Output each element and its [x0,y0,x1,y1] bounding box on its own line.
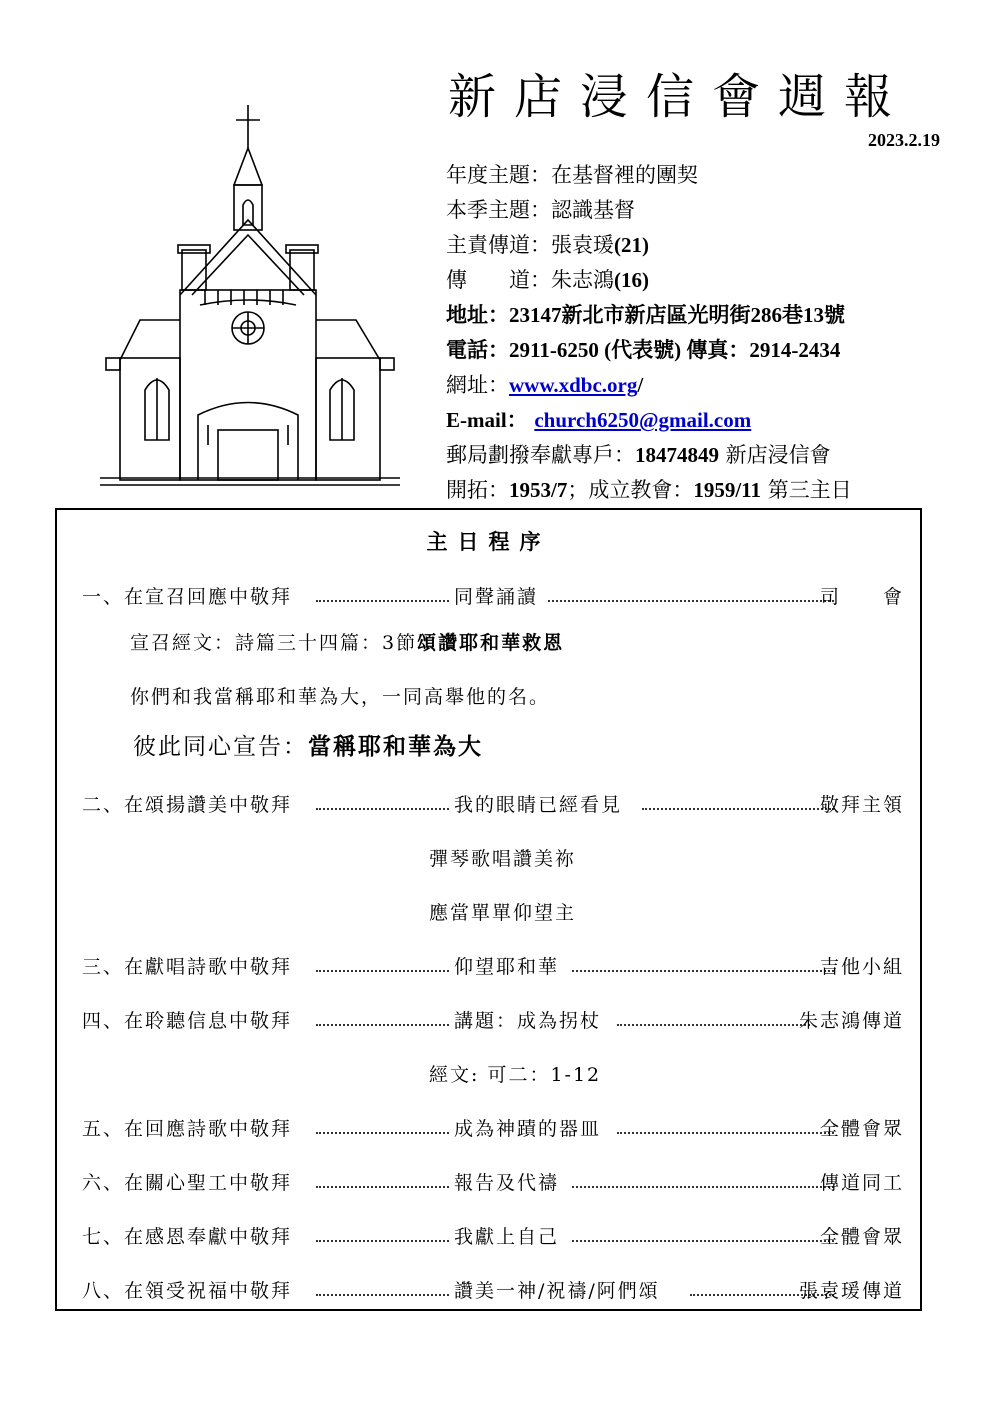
address-num1: 286 [750,303,782,327]
song-title: 應當單單仰望主 [429,902,577,924]
dot-leader [316,1006,449,1026]
dot-leader [316,790,449,810]
address-c: 號 [824,303,845,327]
dot-leader [642,790,834,810]
item-content: 仰望耶和華 [454,956,560,978]
info-season-theme [446,193,852,228]
bulletin-title: 新店浸信會週報 [448,69,911,125]
year-theme: 在基督裡的團契 [551,163,698,187]
item-content: 我的眼睛已經看見 [454,794,623,816]
item-content: 講題：成為拐杖 [454,1010,602,1032]
dot-leader [316,1168,449,1188]
call-verse-title: 頌讚耶和華救恩 [417,632,565,654]
dot-leader [548,582,834,602]
address-a: 新北市新店區光明街 [561,303,751,327]
phone: 2911-6250 (代表號) 傳真：2914-2434 [509,338,841,362]
scripture: 經文: 可二：1-12 [429,1064,602,1086]
declaration [133,728,483,761]
pastor-num: (21) [614,233,649,257]
call-verse-label: 宣召經文：詩篇三十四篇：3節 [130,632,418,654]
phone-label: 電話： [446,338,509,362]
program-box [55,508,922,1311]
church-illustration [100,100,400,490]
preacher-num: (16) [614,268,649,292]
item-role: 吉他小組 [819,956,904,978]
address-label: 地址： [446,303,509,327]
item-section: 六、在關心聖工中敬拜 [82,1172,293,1194]
item-content: 成為神蹟的器皿 [454,1118,602,1140]
item-section: 三、在獻唱詩歌中敬拜 [82,956,293,978]
item-role: 朱志鴻傳道 [798,1010,904,1032]
founded-label: 開拓： [446,478,509,502]
info-pastor [446,228,852,263]
church-info [446,158,852,508]
item-content: 讚美一神/祝禱/阿們頌 [454,1280,660,1302]
info-preacher [446,263,852,298]
year-theme-label: 年度主題： [446,163,551,187]
info-phone [446,333,852,368]
item-role: 司 會 [819,586,904,608]
sunday-label: 第三主日 [761,478,852,502]
preacher-name: 朱志鴻 [551,268,614,292]
info-year-theme [446,158,852,193]
info-founded [446,473,852,508]
email-link[interactable]: church6250@gmail.com [534,408,752,432]
postal-label: 郵局劃撥奉獻專戶： [446,443,635,467]
item-section: 七、在感恩奉獻中敬拜 [82,1226,293,1248]
item-section: 八、在領受祝福中敬拜 [82,1280,293,1302]
dot-leader [316,1276,449,1296]
declaration-label: 彼此同心宣告： [133,734,308,760]
bulletin-date: 2023.2.19 [868,130,940,150]
dot-leader [572,952,834,972]
item-section: 五、在回應詩歌中敬拜 [82,1118,293,1140]
song-title: 彈琴歌唱讚美祢 [429,848,577,870]
dot-leader [572,1168,834,1188]
info-address [446,298,852,333]
item-role: 全體會眾 [819,1118,904,1140]
postal-name: 新店浸信會 [719,443,831,467]
dot-leader [316,1114,449,1134]
item-content: 我獻上自己 [454,1226,560,1248]
item-section: 二、在頌揚讚美中敬拜 [82,794,293,816]
item-role: 傳道同工 [819,1172,904,1194]
item-content: 同聲誦讀 [454,586,539,608]
dot-leader [316,952,449,972]
address-b: 巷 [782,303,803,327]
dot-leader [617,1114,834,1134]
season-theme-label: 本季主題： [446,198,551,222]
founded: 1953/7 [509,478,568,502]
item-role: 張袁瑗傳道 [798,1280,904,1302]
item-role: 敬拜主領 [819,794,904,816]
item-section: 一、在宣召回應中敬拜 [82,586,293,608]
dot-leader [316,582,449,602]
item-section: 四、在聆聽信息中敬拜 [82,1010,293,1032]
pastor-name: 張袁瑗 [551,233,614,257]
call-verse-text: 你們和我當稱耶和華為大，一同高舉他的名。 [130,686,551,708]
address-zip: 23147 [509,303,562,327]
info-email [446,403,852,438]
preacher-label: 傳 道： [446,268,551,292]
call-verse [130,628,564,655]
established-label: ；成立教會： [567,478,694,502]
item-content: 報告及代禱 [454,1172,560,1194]
postal-num: 18474849 [635,443,719,467]
dot-leader [572,1222,834,1242]
dot-leader [617,1006,810,1026]
info-website [446,368,852,403]
info-postal [446,438,852,473]
email-label: E-mail： [446,408,528,432]
web-suffix: / [637,373,644,397]
website-link[interactable]: www.xdbc.org [509,373,638,397]
season-theme: 認識基督 [551,198,635,222]
dot-leader [316,1222,449,1242]
address-num2: 13 [803,303,824,327]
item-role: 全體會眾 [819,1226,904,1248]
declaration-text: 當稱耶和華為大 [308,733,483,760]
pastor-label: 主責傳道： [446,233,551,257]
web-label: 網址： [446,373,509,397]
established: 1959/11 [693,478,762,502]
program-title: 主日程序 [426,530,551,554]
